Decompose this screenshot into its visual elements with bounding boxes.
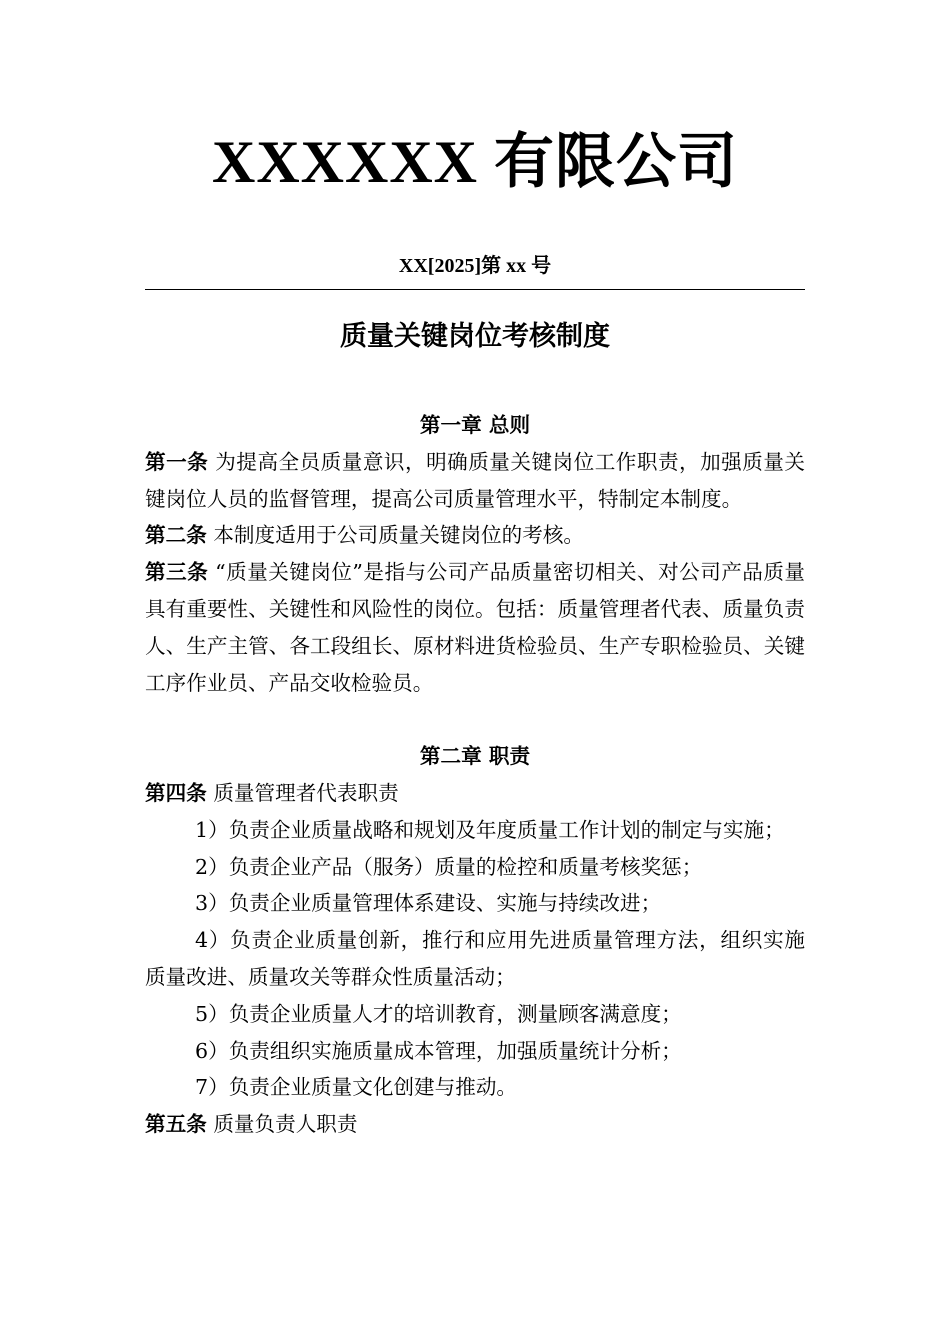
article-text: 质量管理者代表职责: [206, 780, 399, 805]
article-4: [145, 775, 805, 812]
duty-item: 5）负责企业质量人才的培训教育，测量顾客满意度；: [195, 1001, 682, 1026]
article-text: 为提高全员质量意识，明确质量关键岗位工作职责，加强质量关键岗位人员的监督管理，提高公司质量管理水平，特制定本制度。: [145, 449, 806, 511]
article-label: 第四条: [145, 780, 207, 805]
duty-item: 1）负责企业质量战略和规划及年度质量工作计划的制定与实施；: [195, 817, 785, 842]
article-label: 第三条: [145, 560, 209, 585]
duty-item: 2）负责企业产品（服务）质量的检控和质量考核奖惩；: [195, 854, 703, 879]
duty-item: 6）负责组织实施质量成本管理，加强质量统计分析；: [195, 1038, 682, 1063]
article-text: 质量负责人职责: [206, 1112, 358, 1137]
article-label: 第一条: [145, 449, 209, 474]
duty-item: 7）负责企业质量文化创建与推动。: [195, 1075, 518, 1100]
article-1: [145, 444, 805, 518]
duty-item: 3）负责企业质量管理体系建设、实施与持续改进；: [195, 891, 662, 916]
article-label: 第五条: [145, 1112, 207, 1137]
company-name: XXXXXX 有限公司: [212, 129, 738, 195]
document-number: XX[2025]第 xx 号: [398, 255, 552, 277]
article-text: “质量关键岗位”是指与公司产品质量密切相关、对公司产品质量具有重要性、关键性和风险性的岗位。包括：质量管理者代表、质量负责人、生产主管、各工段组长、原材料进货检验员、生产专职检验员、关键工序作业员、产品交收检验员。: [145, 560, 805, 695]
header-divider: [145, 289, 805, 290]
document-body: [145, 407, 805, 1143]
document-title: 质量关键岗位考核制度: [340, 321, 610, 352]
chapter-heading: 第二章 职责: [419, 744, 531, 769]
article-text: 本制度适用于公司质量关键岗位的考核。: [206, 523, 585, 548]
article-label: 第二条: [145, 523, 207, 548]
duty-item: 4）负责企业质量创新，推行和应用先进质量管理方法，组织实施质量改进、质量攻关等群众性质量活动；: [145, 928, 805, 989]
article-2: [145, 517, 805, 554]
article-3: [145, 554, 805, 701]
article-5: [145, 1106, 805, 1143]
chapter-heading: 第一章 总则: [419, 413, 531, 437]
